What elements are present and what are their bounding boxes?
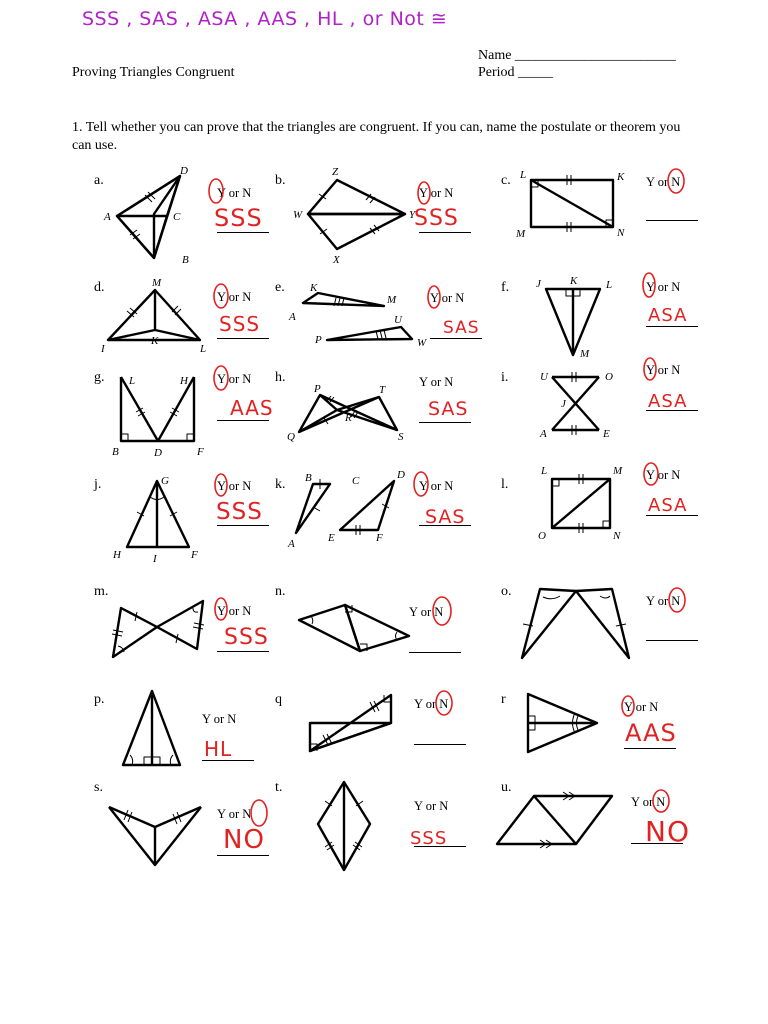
vertex-label-e-0: K [310, 282, 318, 294]
answer-t: SSS [410, 828, 448, 849]
vertex-label-i-2: J [561, 398, 566, 410]
vertex-label-h-1: T [379, 384, 386, 396]
vertex-label-a-3: B [182, 254, 189, 266]
figure-q [310, 695, 391, 751]
vertex-label-c-1: K [617, 171, 625, 183]
answer-e: SAS [443, 318, 480, 338]
circle-mark-j [215, 474, 227, 496]
circle-mark-c [668, 169, 684, 193]
circle-mark-l [644, 463, 658, 485]
figure-u [497, 792, 612, 848]
figure-e [288, 282, 427, 349]
circle-mark-s [251, 800, 267, 826]
period-field: Period _____ [478, 65, 554, 80]
vertex-label-f-3: M [580, 348, 590, 360]
vertex-label-k-3: A [288, 538, 295, 550]
answer-p: HL [204, 737, 233, 761]
vertex-label-h-0: P [314, 383, 321, 395]
vertex-label-g-4: F [197, 446, 204, 458]
answer-h: SAS [428, 398, 469, 420]
question-text: 1. Tell whether you can prove that the triangles are congruent. If you can, name the postulate or theorem you can use. [72, 120, 681, 153]
answer-s: NO [223, 825, 265, 855]
vertex-label-k-0: B [305, 472, 312, 484]
problem-label-m: m. [94, 584, 109, 599]
figure-n [299, 605, 409, 651]
red-marks [209, 169, 688, 826]
vertex-label-g-1: H [180, 375, 188, 387]
answer-b: SSS [414, 206, 459, 231]
problem-label-i: i. [501, 370, 509, 385]
vertex-label-e-3: U [394, 314, 402, 326]
vertex-label-g-3: D [154, 447, 162, 459]
figure-t [318, 782, 370, 870]
circle-mark-f [643, 273, 655, 297]
answer-m: SSS [224, 625, 269, 650]
figure-l [538, 465, 623, 542]
yn-prompt-a: Y or N [217, 186, 252, 200]
yn-prompt-j: Y or N [217, 479, 252, 493]
vertex-label-i-1: O [605, 371, 613, 383]
yn-prompt-g: Y or N [217, 372, 252, 386]
answer-i: ASA [648, 391, 688, 412]
vertex-label-a-0: D [180, 165, 188, 177]
answer-j: SSS [216, 499, 263, 525]
vertex-label-i-3: A [540, 428, 547, 440]
problem-label-b: b. [275, 173, 286, 188]
vertex-label-k-4: E [328, 532, 335, 544]
circle-mark-k [414, 472, 428, 496]
vertex-label-a-1: A [104, 211, 111, 223]
answer-a: SSS [214, 204, 263, 232]
yn-prompt-m: Y or N [217, 604, 252, 618]
circle-mark-q [436, 691, 452, 715]
figure-f [536, 275, 612, 360]
vertex-label-k-2: D [397, 469, 405, 481]
yn-prompt-b: Y or N [419, 186, 454, 200]
vertex-label-l-1: M [613, 465, 623, 477]
yn-prompt-f: Y or N [646, 280, 681, 294]
handwritten-title: SSS , SAS , ASA , AAS , HL , or Not ≅ [82, 8, 448, 30]
problem-label-l: l. [501, 477, 509, 492]
problem-label-g: g. [94, 370, 105, 385]
vertex-label-j-2: I [153, 553, 157, 565]
vertex-label-i-0: U [540, 371, 548, 383]
vertex-label-g-0: L [129, 375, 136, 387]
problem-label-a: a. [94, 173, 104, 188]
vertex-label-a-2: C [173, 211, 181, 223]
circle-mark-n [433, 597, 451, 625]
vertex-label-d-3: L [200, 343, 207, 355]
figure-b [293, 166, 417, 266]
problem-label-q: q [275, 692, 282, 707]
yn-prompt-r: Y or N [624, 700, 659, 714]
problem-label-p: p. [94, 692, 105, 707]
vertex-label-l-0: L [541, 465, 548, 477]
vertex-label-l-2: O [538, 530, 546, 542]
vertex-label-b-2: Y [409, 209, 416, 221]
yn-prompt-i: Y or N [646, 363, 681, 377]
figure-p [123, 691, 180, 765]
yn-prompt-c: Y or N [646, 175, 681, 189]
yn-prompt-o: Y or N [646, 594, 681, 608]
problem-label-e: e. [275, 280, 285, 295]
circle-mark-i [644, 358, 656, 380]
figure-g [112, 375, 204, 459]
vertex-label-j-1: H [113, 549, 121, 561]
vertex-label-j-0: G [161, 475, 169, 487]
answer-g: AAS [230, 396, 274, 420]
yn-prompt-e: Y or N [430, 291, 465, 305]
vertex-label-b-3: X [333, 254, 340, 266]
figure-j [112, 475, 198, 565]
vertex-label-f-1: K [570, 275, 578, 287]
yn-prompt-p: Y or N [202, 712, 237, 726]
circle-mark-o [669, 588, 685, 612]
vertex-label-c-3: N [617, 227, 625, 239]
circle-mark-a [209, 179, 223, 203]
problem-label-u: u. [501, 780, 512, 795]
worksheet-title: Proving Triangles Congruent [72, 65, 235, 80]
problem-label-c: c. [501, 173, 511, 188]
answer-l: ASA [648, 495, 688, 516]
circle-mark-e [428, 286, 440, 308]
vertex-label-c-2: M [516, 228, 526, 240]
vertex-label-h-2: R [345, 412, 352, 424]
figure-c [515, 169, 625, 240]
vertex-label-d-0: M [152, 277, 162, 289]
yn-prompt-t: Y or N [414, 799, 449, 813]
problem-label-f: f. [501, 280, 510, 295]
answer-d: SSS [219, 312, 261, 336]
figure-s [109, 807, 201, 865]
problem-label-n: n. [275, 584, 286, 599]
circle-mark-b [418, 182, 430, 204]
problem-label-t: t. [275, 780, 283, 795]
vertex-label-k-5: F [376, 532, 383, 544]
circle-mark-g [214, 366, 228, 390]
vertex-label-h-4: S [398, 431, 404, 443]
yn-prompt-l: Y or N [646, 468, 681, 482]
yn-prompt-d: Y or N [217, 290, 252, 304]
figure-a [103, 165, 189, 266]
figure-o [522, 589, 629, 658]
vertex-label-e-2: A [289, 311, 296, 323]
figure-r [528, 694, 597, 752]
circle-mark-r [622, 696, 634, 716]
vertex-label-b-1: W [293, 209, 303, 221]
vertex-label-e-4: P [315, 334, 322, 346]
vertex-label-g-2: B [112, 446, 119, 458]
yn-prompt-s: Y or N [217, 807, 252, 821]
vertex-label-d-1: K [151, 335, 159, 347]
vertex-label-f-0: J [536, 278, 541, 290]
vertex-label-b-0: Z [332, 166, 339, 178]
yn-prompt-q: Y or N [414, 697, 449, 711]
vertex-label-h-3: Q [287, 431, 295, 443]
vertex-label-e-1: M [387, 294, 397, 306]
vertex-label-f-2: L [606, 279, 613, 291]
vertex-label-e-5: W [417, 337, 427, 349]
answer-u: NO [645, 815, 690, 848]
problem-label-s: s. [94, 780, 103, 795]
figure-k [287, 469, 405, 550]
circle-mark-u [653, 790, 669, 812]
name-field: Name _______________________ [478, 48, 676, 63]
vertex-label-c-0: L [520, 169, 527, 181]
circle-mark-d [214, 284, 228, 308]
circle-mark-m [215, 598, 227, 620]
problem-label-d: d. [94, 280, 105, 295]
yn-prompt-k: Y or N [419, 479, 454, 493]
vertex-label-j-3: F [191, 549, 198, 561]
figure-m [112, 601, 204, 657]
vertex-label-k-1: C [352, 475, 360, 487]
problem-label-j: j. [94, 477, 102, 492]
figure-h [287, 383, 404, 443]
problem-label-o: o. [501, 584, 512, 599]
figure-i [539, 371, 613, 440]
vertex-label-i-4: E [603, 428, 610, 440]
yn-prompt-h: Y or N [419, 375, 454, 389]
yn-prompt-u: Y or N [631, 795, 666, 809]
problem-label-k: k. [275, 477, 286, 492]
figure-d [100, 277, 206, 355]
problem-label-h: h. [275, 370, 286, 385]
answer-r: AAS [625, 719, 677, 747]
vertex-label-l-3: N [613, 530, 621, 542]
yn-prompt-n: Y or N [409, 605, 444, 619]
answer-f: ASA [648, 305, 688, 326]
problem-label-r: r [501, 692, 506, 707]
vertex-label-d-2: I [101, 343, 105, 355]
answer-k: SAS [425, 506, 466, 528]
